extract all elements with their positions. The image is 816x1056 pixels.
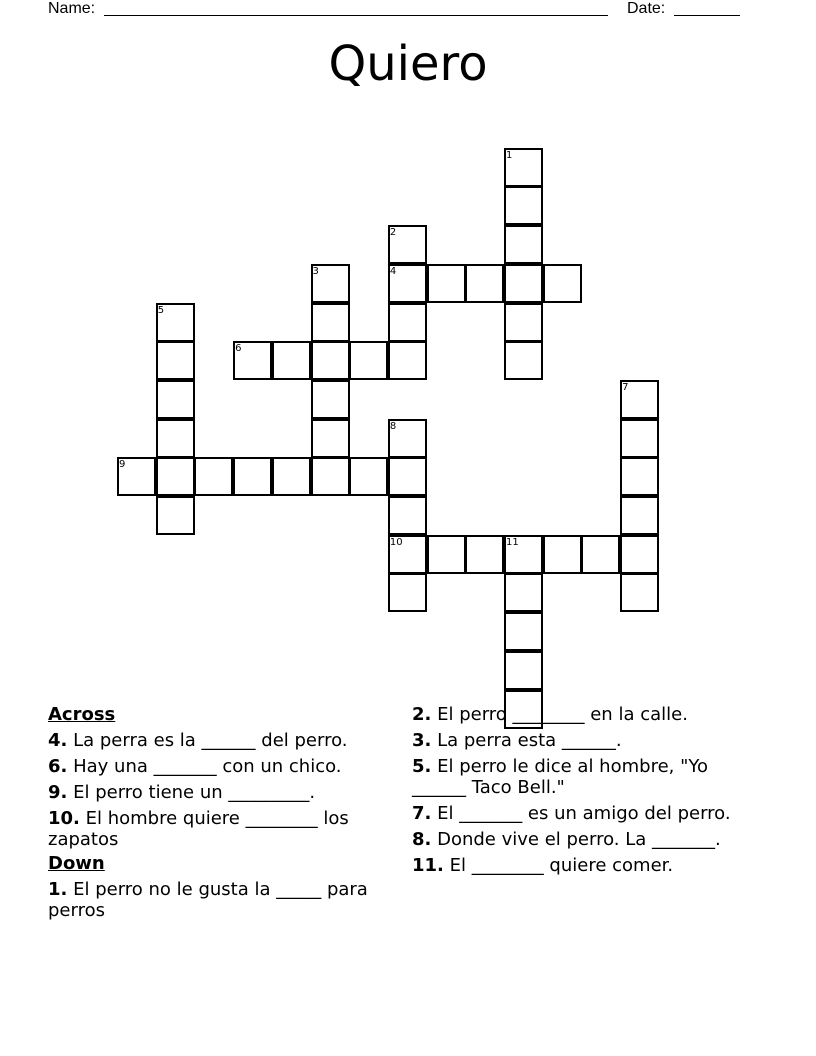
- grid-cell[interactable]: [465, 264, 504, 303]
- clue-item: [412, 829, 752, 850]
- clue-number: 9.: [48, 782, 68, 803]
- across-heading: Across: [48, 704, 116, 725]
- grid-cell[interactable]: [504, 612, 543, 651]
- clue-text: La perra esta ______.: [431, 730, 622, 751]
- grid-cell[interactable]: [311, 341, 350, 380]
- clue-number: 5.: [412, 756, 432, 777]
- grid-cell[interactable]: [504, 303, 543, 342]
- clue-text: El perro tiene un _________.: [67, 782, 316, 803]
- clues-left-column: [48, 704, 390, 926]
- clue-item: [48, 808, 390, 850]
- grid-cell[interactable]: [233, 457, 272, 496]
- grid-cell[interactable]: [388, 496, 427, 535]
- grid-cell[interactable]: [156, 341, 195, 380]
- grid-cell[interactable]: [465, 535, 504, 574]
- clue-text: El perro no le gusta la _____ para perros: [48, 879, 368, 921]
- clues-right-column: [412, 704, 752, 881]
- grid-cell[interactable]: [620, 457, 659, 496]
- grid-cell[interactable]: [311, 303, 350, 342]
- grid-cell[interactable]: [311, 457, 350, 496]
- clue-number: 11.: [412, 855, 444, 876]
- cell-number: 5: [157, 304, 165, 316]
- grid-cell[interactable]: [543, 535, 582, 574]
- clue-item: [412, 756, 752, 798]
- grid-cell[interactable]: [349, 341, 388, 380]
- grid-cell[interactable]: [504, 651, 543, 690]
- clue-item: [48, 879, 390, 921]
- cell-number: 9: [119, 459, 126, 471]
- grid-cell[interactable]: [388, 573, 427, 612]
- grid-cell[interactable]: [620, 573, 659, 612]
- clue-number: 2.: [412, 704, 432, 725]
- grid-cell[interactable]: [504, 225, 543, 264]
- grid-cell[interactable]: [388, 457, 427, 496]
- down-clue-list: [412, 704, 752, 876]
- grid-cell[interactable]: [156, 419, 195, 458]
- clue-item: [412, 704, 752, 725]
- grid-cell[interactable]: [427, 535, 466, 574]
- grid-cell[interactable]: [388, 303, 427, 342]
- clue-item: [48, 782, 390, 803]
- grid-cell[interactable]: [272, 341, 311, 380]
- clue-item: [412, 803, 752, 824]
- cell-number: 11: [506, 536, 519, 548]
- down-heading: Down: [48, 853, 105, 874]
- grid-cell[interactable]: [620, 535, 659, 574]
- grid-cell[interactable]: [156, 380, 195, 419]
- grid-cell[interactable]: [504, 573, 543, 612]
- clue-text: Donde vive el perro. La _______.: [431, 829, 721, 850]
- cell-number: 6: [235, 343, 242, 355]
- grid-cell[interactable]: [504, 341, 543, 380]
- date-label: Date:: [627, 0, 666, 17]
- clue-number: 10.: [48, 808, 80, 829]
- clue-number: 4.: [48, 730, 68, 751]
- cell-number: 4: [389, 265, 397, 277]
- clue-number: 6.: [48, 756, 68, 777]
- cell-number: 2: [389, 227, 397, 239]
- cell-number: 7: [622, 381, 629, 393]
- name-label: Name:: [48, 0, 96, 17]
- clue-text: El ________ quiere comer.: [443, 855, 674, 876]
- grid-cell[interactable]: [194, 457, 233, 496]
- clue-item: [48, 730, 390, 751]
- clue-text: El _______ es un amigo del perro.: [431, 803, 731, 824]
- grid-cell[interactable]: [581, 535, 620, 574]
- page-title: Quiero: [328, 36, 488, 92]
- cell-number: 10: [389, 536, 403, 548]
- clue-text: La perra es la ______ del perro.: [67, 730, 348, 751]
- grid-cell[interactable]: [504, 186, 543, 225]
- grid-cell[interactable]: [349, 457, 388, 496]
- grid-cell[interactable]: [388, 341, 427, 380]
- grid-cell[interactable]: [620, 496, 659, 535]
- cell-number: 3: [312, 265, 319, 277]
- clue-item: [412, 730, 752, 751]
- clue-item: [48, 756, 390, 777]
- clue-number: 1.: [48, 879, 68, 900]
- grid-cell[interactable]: [504, 264, 543, 303]
- grid-cell[interactable]: [427, 264, 466, 303]
- grid-cell[interactable]: [543, 264, 582, 303]
- clue-item: [412, 855, 752, 876]
- cell-number: 1: [506, 149, 513, 161]
- clue-number: 7.: [412, 803, 432, 824]
- grid-cell[interactable]: [311, 419, 350, 458]
- cell-number: 8: [389, 420, 397, 432]
- grid-cell[interactable]: [311, 380, 350, 419]
- grid-cell[interactable]: [156, 496, 195, 535]
- across-clue-list: [48, 730, 390, 850]
- clue-number: 8.: [412, 829, 432, 850]
- grid-cell[interactable]: [156, 457, 195, 496]
- clue-text: El hombre quiere ________ los zapatos: [48, 808, 349, 850]
- clue-text: Hay una _______ con un chico.: [67, 756, 342, 777]
- grid-cell[interactable]: [272, 457, 311, 496]
- clue-text: El perro le dice al hombre, "Yo ______ Taco Bell.": [412, 756, 708, 798]
- clue-number: 3.: [412, 730, 432, 751]
- grid-cell[interactable]: [620, 419, 659, 458]
- clue-text: El perro ________ en la calle.: [431, 704, 688, 725]
